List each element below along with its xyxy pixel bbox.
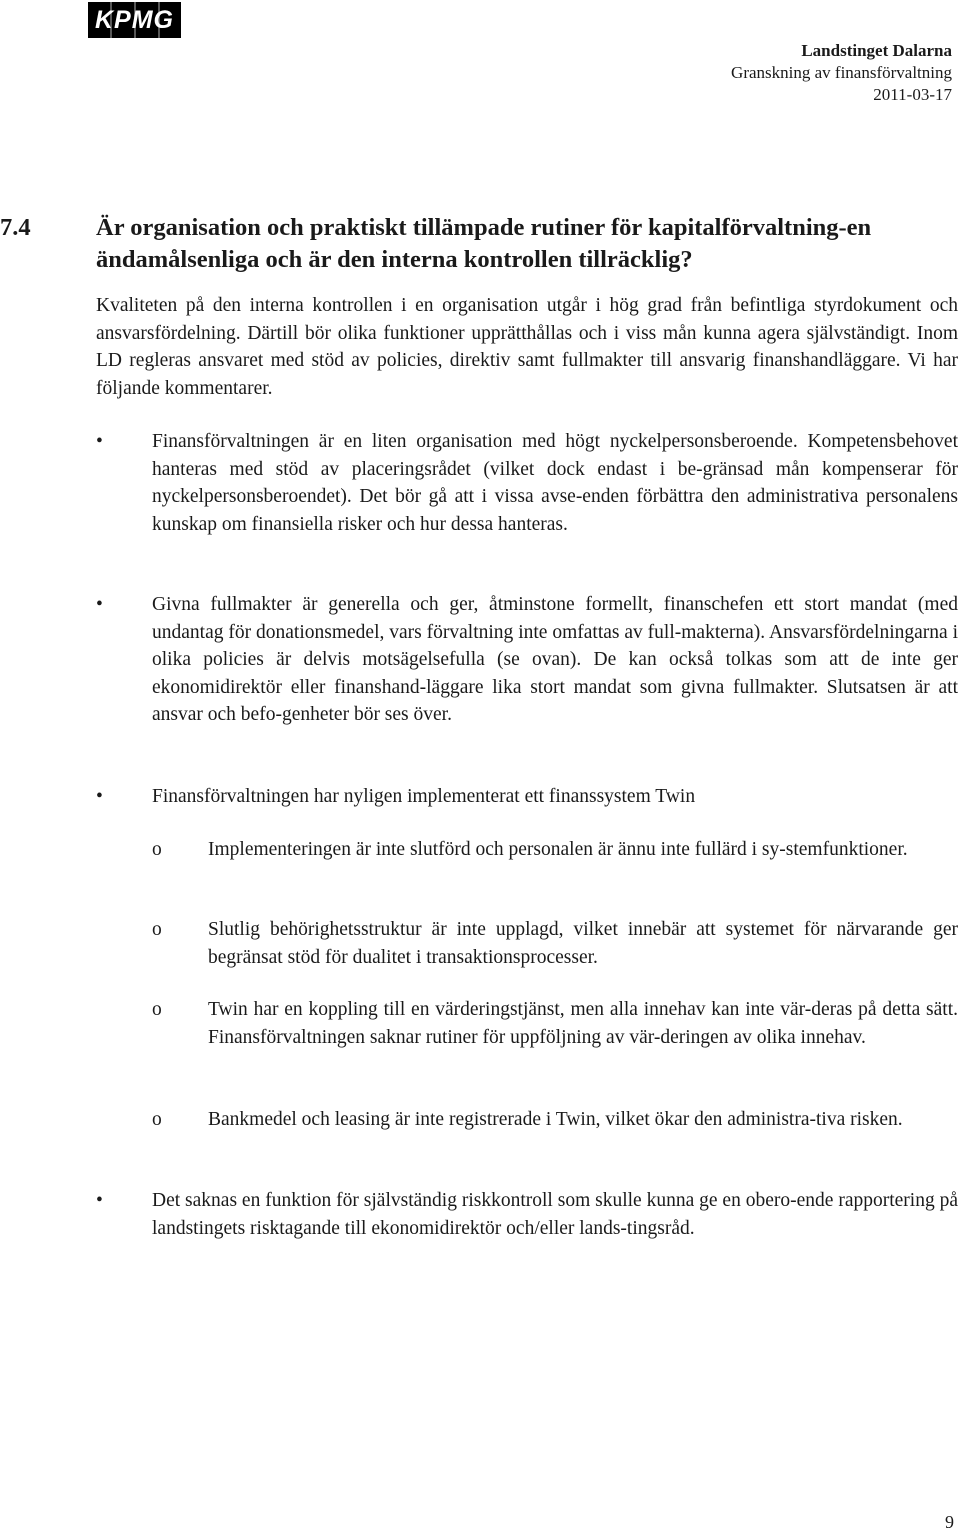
sub-bullet-text: Implementeringen är inte slutförd och personalen är ännu inte fullärd i sy-stemfunktioner. bbox=[208, 839, 908, 860]
kpmg-logo bbox=[88, 2, 181, 38]
bullet-text: Givna fullmakter är generella och ger, åtminstone formellt, finanschefen ett stort mandat (med undantag för donationsmedel, vars förvaltning inte omfattas av full-makterna). Ansvarsfördelningarna i olika policies är delvis motsägelsefulla (se ovan). De kan också tolkas som att de inte ger ekonomidirektör eller finanshand-läggare lika stort mandat som givna fullmakter. Slutsatsen är att ansvar och befo-genheter bör ses över. bbox=[152, 594, 958, 725]
list-item bbox=[96, 428, 958, 538]
list-item bbox=[96, 783, 958, 811]
sub-bullet-text: Bankmedel och leasing är inte registrerade i Twin, vilket ökar den administra-tiva risken. bbox=[208, 1109, 903, 1130]
bullet-text: Det saknas en funktion för självständig riskkontroll som skulle kunna ge en obero-ende rapportering på landstingets risktagande till ekonomidirektör och/eller lands-tingsråd. bbox=[152, 1190, 958, 1239]
sub-list-item bbox=[152, 1106, 958, 1134]
page-header bbox=[731, 40, 952, 106]
sub-bullet-text: Twin har en koppling till en värderingstjänst, men alla innehav kan inte vär-deras på detta sätt. Finansförvaltningen saknar rutiner för uppföljning av vär-deringen av olika innehav. bbox=[208, 999, 958, 1048]
section-number: 7.4 bbox=[0, 214, 31, 241]
sub-list-item bbox=[152, 836, 958, 864]
logo-text: KPMG bbox=[95, 5, 174, 34]
intro-text: Kvaliteten på den interna kontrollen i en organisation utgår i hög grad från befintliga styrdokument och ansvarsfördelning. Därtill bör olika funktioner upprätthållas och i viss mån kunna agera självständigt. Inom LD regleras ansvaret med stöd av policies, direktiv samt fullmakter till ansvarig finanshandläggare. Vi har följande kommentarer. bbox=[96, 295, 958, 399]
sub-list-item bbox=[152, 996, 958, 1051]
section-title: Är organisation och praktiskt tillämpade rutiner för kapitalförvaltning-en ändamålsenliga och är den interna kontrollen tillräcklig? bbox=[96, 214, 872, 273]
sub-bullet-mark: o bbox=[152, 919, 162, 940]
list-item bbox=[96, 1187, 958, 1242]
sub-list-item bbox=[152, 916, 958, 971]
report-title: Granskning av finansförvaltning bbox=[731, 63, 952, 82]
report-date: 2011-03-17 bbox=[873, 85, 952, 104]
sub-bullet-mark: o bbox=[152, 1109, 162, 1130]
intro-paragraph bbox=[96, 292, 958, 402]
bullet-text: Finansförvaltningen har nyligen implementerat ett finanssystem Twin bbox=[152, 786, 696, 807]
sub-bullet-text: Slutlig behörighetsstruktur är inte upplagd, vilket innebär att systemet för närvarande ger begränsat stöd för dualitet i transaktionsprocesser. bbox=[208, 919, 958, 968]
bullet-mark: • bbox=[96, 1190, 103, 1211]
sub-bullet-mark: o bbox=[152, 999, 162, 1020]
bullet-mark: • bbox=[96, 786, 103, 807]
list-item bbox=[96, 591, 958, 729]
organization-name: Landstinget Dalarna bbox=[801, 41, 952, 60]
sub-bullet-mark: o bbox=[152, 839, 162, 860]
page-number: 9 bbox=[945, 1512, 954, 1532]
bullet-mark: • bbox=[96, 431, 103, 452]
bullet-mark: • bbox=[96, 594, 103, 615]
bullet-text: Finansförvaltningen är en liten organisation med högt nyckelpersonsberoende. Kompetensbehovet hanteras med stöd av placeringsrådet (vilket dock endast i be-gränsad mån kompenserar för nyckelpersonsberoendet). Det bör gå att i vissa avse-enden förbättra den administrativa personalens kunskap om finansiella risker och hur dessa hanteras. bbox=[152, 431, 958, 535]
